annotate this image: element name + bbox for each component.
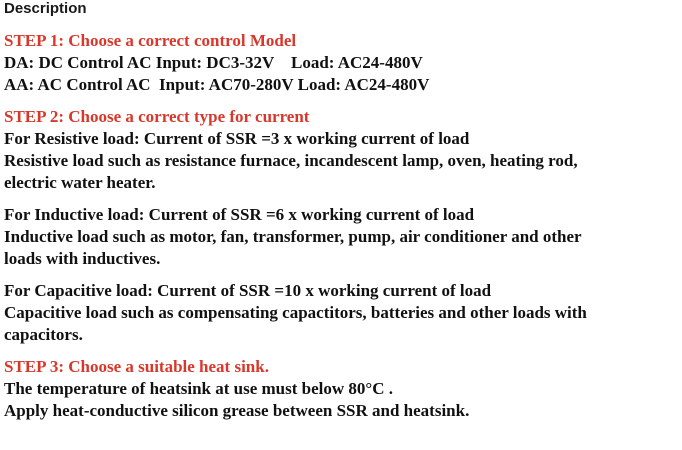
step3-title: STEP 3: Choose a suitable heat sink.	[4, 357, 269, 376]
inductive-load-rule: For Inductive load: Current of SSR =6 x working current of load	[4, 205, 475, 224]
resistive-load-examples: Resistive load such as resistance furnace, incandescent lamp, oven, heating rod,	[4, 151, 578, 170]
step2-section	[4, 106, 678, 346]
step3-section	[4, 356, 678, 422]
resistive-load-rule: For Resistive load: Current of SSR =3 x working current of load	[4, 129, 470, 148]
description-heading: Description	[4, 0, 87, 17]
step2-title: STEP 2: Choose a correct type for current	[4, 107, 310, 126]
step3-grease-line: Apply heat-conductive silicon grease between SSR and heatsink.	[4, 401, 470, 420]
inductive-load-examples-cont: loads with inductives.	[4, 249, 161, 268]
inductive-load-examples: Inductive load such as motor, fan, transformer, pump, air conditioner and other	[4, 227, 582, 246]
step3-temperature-line: The temperature of heatsink at use must below 80°C .	[4, 379, 393, 398]
resistive-load-examples-cont: electric water heater.	[4, 173, 156, 192]
capacitive-load-examples: Capacitive load such as compensating capactitors, batteries and other loads with	[4, 303, 587, 322]
step1-line-aa: AA: AC Control AC Input: AC70-280V Load: AC24-480V	[4, 75, 430, 94]
step1-section	[4, 30, 678, 96]
capacitive-load-examples-cont: capacitors.	[4, 325, 83, 344]
step1-title: STEP 1: Choose a correct control Model	[4, 31, 297, 50]
step1-line-da: DA: DC Control AC Input: DC3-32V Load: AC24-480V	[4, 53, 423, 72]
capacitive-load-rule: For Capacitive load: Current of SSR =10 x working current of load	[4, 281, 492, 300]
